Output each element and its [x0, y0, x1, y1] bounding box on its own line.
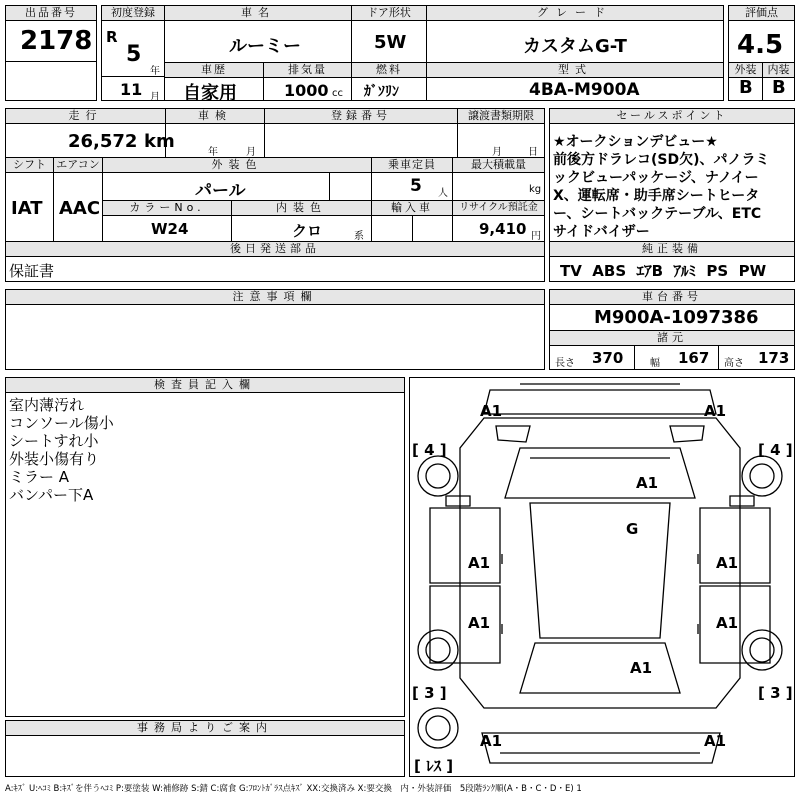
aircon-value: AAC — [59, 198, 101, 219]
fuel-box — [351, 62, 427, 101]
ext-color-label: 外装色 — [103, 158, 371, 173]
car-diagram-box — [409, 377, 795, 777]
sales-point-line: ックビューパッケージ、ナノイー — [553, 170, 759, 186]
import-label: 輸入車 — [372, 201, 452, 216]
mileage-box — [5, 108, 175, 158]
later-items-label: 後日発送部品 — [6, 242, 544, 257]
capacity-value: 5 — [410, 176, 422, 196]
sales-point-line: X、運転席・助手席シートヒータ — [553, 188, 760, 204]
lot-number-box — [5, 5, 97, 101]
interior-grade-label: 内装 — [763, 63, 794, 78]
height-value: 173 — [758, 349, 790, 367]
door-value: 5W — [374, 32, 407, 53]
damage-mark: A1 — [480, 402, 503, 420]
exterior-grade-label: 外装 — [729, 63, 762, 78]
shift-value: IAT — [11, 198, 43, 219]
specs-label: 諸元 — [550, 331, 794, 346]
recycle-fee-label: リサイクル預託金 — [453, 201, 544, 216]
kei-unit: 系 — [354, 231, 364, 242]
score-value: 4.5 — [737, 30, 784, 60]
capacity-label: 乗車定員 — [372, 158, 452, 173]
color-no-label: カラーNo. — [103, 201, 231, 216]
specs-box — [549, 330, 795, 370]
reg-number-box — [264, 108, 458, 158]
sales-point-box — [549, 108, 795, 242]
score-box — [728, 5, 795, 63]
inspector-notes-label: 検査員記入欄 — [6, 378, 404, 393]
month-unit: 月 — [150, 92, 160, 103]
reg-year-value: 5 — [126, 42, 142, 67]
sales-point-line: ー、シートバックテーブル、ETC — [553, 206, 762, 222]
year-unit: 年 — [150, 66, 160, 77]
inspector-notes-box — [5, 377, 405, 717]
shift-box — [5, 157, 54, 242]
displacement-value: 1000 — [284, 81, 329, 100]
inspection-label: 車検 — [166, 109, 264, 124]
factory-equip-label: 純正装備 — [550, 242, 794, 257]
sales-point-line: サイドバイザー — [553, 224, 650, 240]
color-no-box — [102, 200, 232, 242]
exterior-grade-box — [728, 62, 763, 101]
tire-tread: [ 3 ] — [758, 684, 793, 702]
int-color-label: 内装色 — [232, 201, 371, 216]
era-value: R — [106, 28, 118, 46]
length-label: 長さ — [555, 358, 575, 369]
factory-equip-value: TV ABS ｴｱB ｱﾙﾐ PS PW — [560, 262, 767, 280]
damage-mark: A1 — [716, 554, 739, 572]
history-label: 車歴 — [165, 63, 263, 78]
color-no-value: W24 — [151, 220, 189, 238]
chassis-no-label: 車台番号 — [550, 290, 794, 305]
inspector-note-line: 室内薄汚れ — [9, 396, 85, 414]
tire-tread: [ 4 ] — [758, 441, 793, 459]
reg-month-value: 11 — [120, 80, 143, 99]
mileage-value: 26,572 — [68, 131, 138, 152]
max-load-label: 最大積載量 — [453, 158, 544, 173]
inspection-box — [165, 108, 265, 158]
sales-point-line: 前後方ドラレコ(SD欠)、パノラミ — [553, 152, 770, 168]
fuel-value: ｶﾞｿﾘﾝ — [364, 84, 399, 100]
lot-number-label: 出品番号 — [6, 6, 96, 21]
ext-color-value: パール — [195, 181, 246, 201]
later-items-box — [5, 241, 545, 282]
grade-label: グレード — [427, 6, 723, 21]
inspector-note-line: 外装小傷有り — [9, 450, 100, 468]
grade-value: カスタムG-T — [523, 36, 627, 57]
first-registration-box — [101, 5, 165, 101]
later-items-value: 保証書 — [9, 262, 55, 280]
height-label: 高さ — [724, 358, 744, 369]
transfer-deadline-box — [457, 108, 545, 158]
width-label: 幅 — [650, 358, 660, 369]
exterior-grade-value: B — [739, 77, 753, 98]
damage-mark: A1 — [468, 554, 491, 572]
int-color-box — [231, 200, 372, 242]
factory-equip-box — [549, 241, 795, 282]
damage-mark: A1 — [636, 474, 659, 492]
length-value: 370 — [592, 349, 624, 367]
model-code-label: 型式 — [427, 63, 723, 78]
yen-unit: 円 — [531, 231, 541, 242]
reg-number-label: 登録番号 — [265, 109, 457, 124]
sales-point-line: ★オークションデビュー★ — [553, 134, 718, 150]
aircon-label: エアコン — [54, 158, 102, 173]
mileage-label: 走行 — [6, 109, 165, 124]
int-color-value: クロ — [292, 222, 323, 240]
office-notice-label: 事務局よりご案内 — [6, 721, 404, 736]
inspector-note-line: シートすれ小 — [9, 432, 99, 450]
damage-mark: A1 — [716, 614, 739, 632]
office-notice-box — [5, 720, 405, 777]
tire-tread: [ ﾚｽ ] — [414, 757, 454, 775]
damage-mark: A1 — [468, 614, 491, 632]
first-registration-label: 初度登録 — [102, 6, 164, 21]
chassis-no-box — [549, 289, 795, 331]
score-label: 評価点 — [729, 6, 794, 21]
car-name-label: 車名 — [165, 6, 351, 21]
car-name-value: ルーミー — [229, 36, 301, 57]
history-box — [164, 62, 264, 104]
transfer-deadline-label: 譲渡書類期限 — [458, 109, 544, 124]
inspector-note-line: バンパー下A — [9, 486, 94, 504]
kg-unit: kg — [529, 184, 542, 195]
km-unit: km — [144, 131, 175, 152]
interior-grade-value: B — [772, 77, 786, 98]
width-value: 167 — [678, 349, 710, 367]
recycle-fee-value: 9,410 — [479, 220, 527, 238]
damage-mark: G — [626, 520, 639, 538]
capacity-box — [371, 157, 453, 201]
tire-tread: [ 3 ] — [412, 684, 447, 702]
max-load-box — [452, 157, 545, 201]
ext-color-box — [102, 157, 372, 201]
door-label: ドア形状 — [352, 6, 426, 21]
displacement-box — [263, 62, 352, 101]
inspector-note-line: コンソール傷小 — [9, 414, 114, 432]
footer-legend: A:ｷｽﾞ U:ﾍｺﾐ B:ｷｽﾞを伴うﾍｺﾐ P:要塗装 W:補修跡 S:錆 C:腐食 G:ﾌﾛﾝﾄｶﾞﾗｽ点ｷｽﾞ XX:交換済み X:要交換 内・外装評価 5段階ﾗﾝｸ順(A・B・C・D・E) 1 — [5, 784, 582, 794]
door-box — [351, 5, 427, 63]
fuel-label: 燃料 — [352, 63, 426, 78]
inspection-month-unit: 月 — [246, 147, 256, 158]
damage-mark: A1 — [704, 732, 727, 750]
damage-mark: A1 — [480, 732, 503, 750]
transfer-day-unit: 日 — [528, 147, 538, 158]
car-diagram — [410, 378, 794, 776]
history-value: 自家用 — [183, 83, 237, 104]
grade-box — [426, 5, 724, 63]
chassis-no-value: M900A-1097386 — [594, 307, 759, 328]
aircon-box — [53, 157, 103, 242]
damage-mark: A1 — [630, 659, 653, 677]
interior-grade-box — [762, 62, 795, 101]
recycle-fee-box — [452, 200, 545, 242]
import-box — [371, 200, 453, 242]
shift-label: シフト — [6, 158, 53, 173]
sales-point-label: セールスポイント — [550, 109, 794, 124]
inspection-year-unit: 年 — [208, 147, 218, 158]
car-name-box — [164, 5, 352, 63]
tire-tread: [ 4 ] — [412, 441, 447, 459]
model-code-box — [426, 62, 724, 101]
damage-mark: A1 — [704, 402, 727, 420]
notes-label: 注意事項欄 — [6, 290, 544, 305]
model-code-value: 4BA-M900A — [529, 80, 640, 100]
persons-unit: 人 — [438, 188, 448, 199]
displacement-label: 排気量 — [264, 63, 351, 78]
notes-box — [5, 289, 545, 370]
transfer-month-unit: 月 — [492, 147, 502, 158]
inspector-note-line: ミラー A — [9, 468, 70, 486]
cc-unit: cc — [332, 88, 343, 99]
lot-number-value: 2178 — [20, 26, 93, 56]
